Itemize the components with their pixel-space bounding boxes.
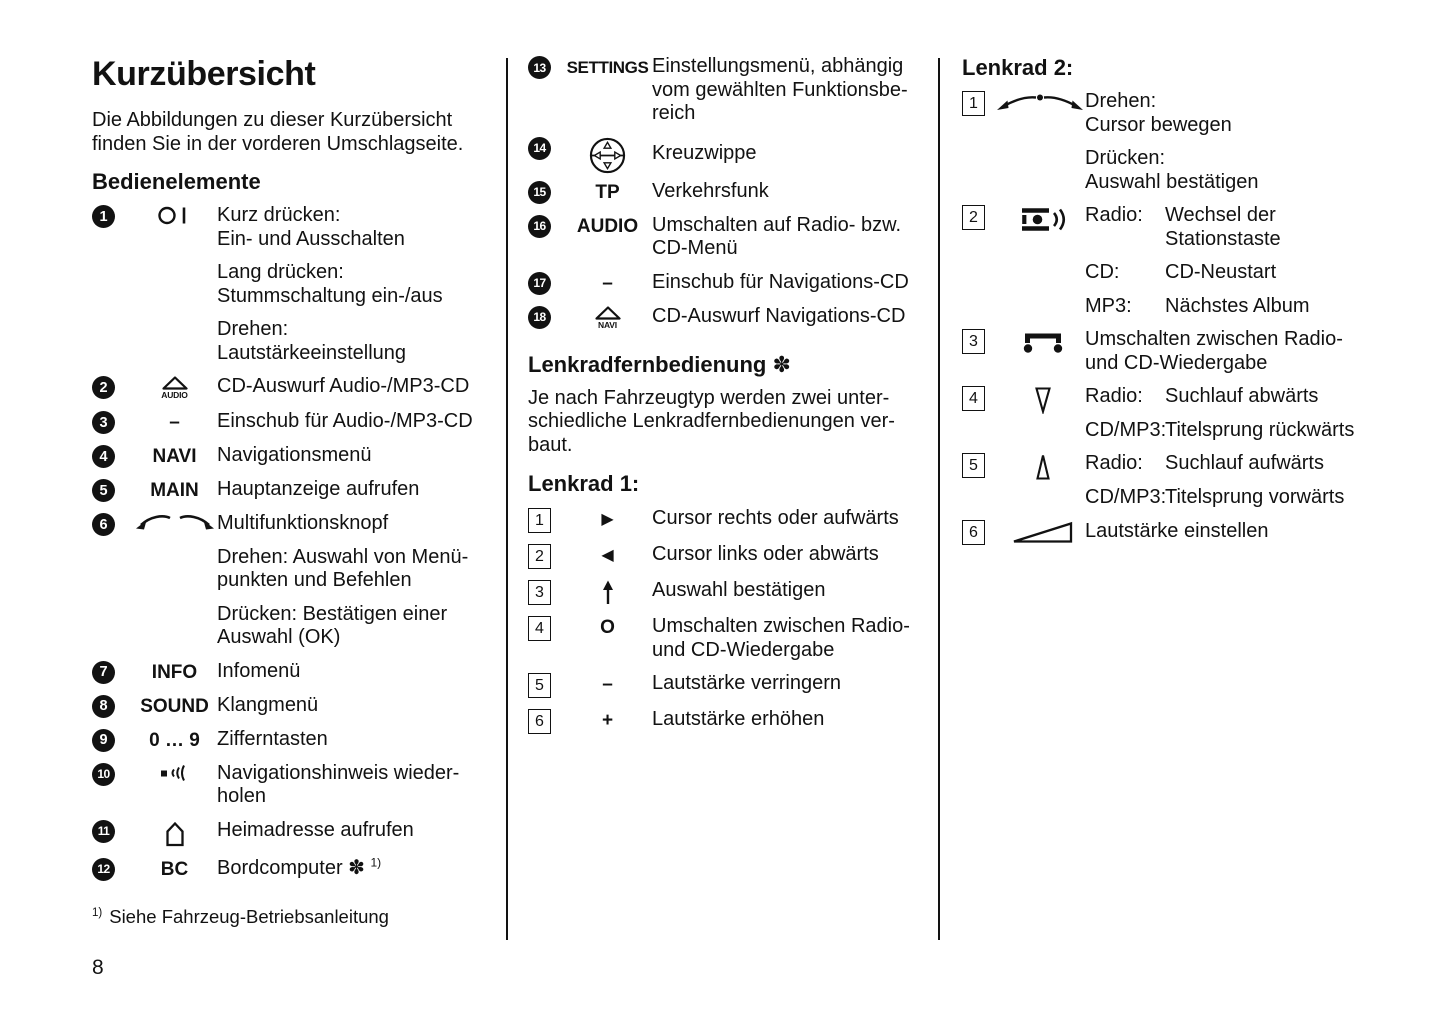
item-key bbox=[1000, 328, 1085, 353]
desc-line: Auswahl bestätigen bbox=[652, 579, 826, 601]
cursor-left-icon: ◀ bbox=[601, 547, 614, 564]
item-description bbox=[652, 180, 926, 204]
page-title: Kurzübersicht bbox=[92, 55, 316, 93]
item-description bbox=[652, 507, 926, 531]
slot-dash-label: – bbox=[602, 272, 613, 294]
item-number-badge: 17 bbox=[528, 272, 551, 295]
control-item-5 bbox=[92, 478, 496, 502]
item-number-badge: 9 bbox=[92, 729, 115, 752]
desc-line: Nächstes Album bbox=[1165, 294, 1310, 317]
item-key bbox=[132, 762, 217, 783]
item-key bbox=[1000, 519, 1085, 544]
item-number-box: 4 bbox=[962, 386, 985, 411]
control-item-3 bbox=[92, 410, 496, 434]
item-key bbox=[132, 728, 217, 752]
desc-line: Lang drücken: bbox=[217, 261, 344, 283]
mode-label: CD: bbox=[1085, 261, 1120, 283]
desc-line: Kreuzwippe bbox=[652, 141, 757, 164]
mode-pair bbox=[1085, 295, 1437, 319]
desc-line: Einschub für Audio-/MP3-CD bbox=[217, 410, 473, 432]
control-item-16 bbox=[528, 214, 926, 261]
item-number-box: 3 bbox=[962, 329, 985, 354]
desc-line: Einschub für Navigations-CD bbox=[652, 270, 909, 293]
mode-value bbox=[1165, 204, 1437, 251]
item-number-box: 4 bbox=[528, 616, 551, 641]
rotate-press-icon bbox=[994, 91, 1086, 115]
power-icon bbox=[157, 205, 193, 226]
wheel2-item-6 bbox=[962, 519, 1437, 545]
control-item-2 bbox=[92, 375, 496, 400]
item-description bbox=[652, 214, 926, 261]
item-description bbox=[1085, 204, 1437, 318]
remote-paragraph bbox=[528, 387, 926, 458]
item-description bbox=[652, 305, 926, 329]
item-description bbox=[652, 55, 926, 126]
item-description bbox=[217, 410, 496, 434]
desc-line: CD-Auswurf Audio-/MP3-CD bbox=[217, 375, 470, 397]
tp-key-label: TP bbox=[595, 181, 620, 203]
item-key bbox=[563, 579, 652, 605]
desc-line: Drehen: Auswahl von Menü- bbox=[217, 545, 469, 568]
mode-pair bbox=[1085, 452, 1437, 476]
item-key bbox=[563, 55, 652, 79]
wheel2-heading: Lenkrad 2: bbox=[962, 55, 1074, 80]
mode-pair bbox=[1085, 419, 1437, 443]
control-item-18 bbox=[528, 305, 926, 330]
desc-line: Lautstärke verringern bbox=[652, 672, 841, 694]
mode-label: CD/MP3: bbox=[1085, 418, 1167, 441]
item-key bbox=[132, 694, 217, 718]
item-number-badge: 15 bbox=[528, 181, 551, 204]
item-key bbox=[132, 512, 217, 533]
mode-label: CD/MP3: bbox=[1085, 485, 1167, 508]
item-description bbox=[1085, 385, 1437, 442]
column-divider bbox=[506, 58, 508, 940]
desc-line: Infomenü bbox=[217, 659, 301, 682]
wheel2-item-1 bbox=[962, 90, 1437, 194]
item-key bbox=[132, 204, 217, 226]
item-number-badge: 6 bbox=[92, 513, 115, 536]
item-key bbox=[563, 214, 652, 238]
control-item-11 bbox=[92, 819, 496, 847]
desc-line: punkten und Befehlen bbox=[217, 569, 412, 591]
page-number: 8 bbox=[92, 956, 104, 979]
desc-line: reich bbox=[652, 102, 696, 124]
item-description bbox=[217, 819, 496, 843]
item-description bbox=[652, 579, 926, 603]
desc-line: Navigationsmenü bbox=[217, 444, 372, 466]
footnote-marker: 1) bbox=[92, 906, 103, 919]
control-item-8 bbox=[92, 694, 496, 718]
item-number-box: 2 bbox=[528, 544, 551, 569]
desc-line: Lautstärkeeinstellung bbox=[217, 341, 407, 364]
remote-line: Je nach Fahrzeugtyp werden zwei unter- bbox=[528, 386, 890, 409]
desc-line: Klangmenü bbox=[217, 693, 319, 716]
control-item-1 bbox=[92, 204, 496, 365]
volume-wedge-icon bbox=[1012, 520, 1074, 544]
volume-minus-label: – bbox=[602, 674, 613, 695]
item-key bbox=[132, 410, 217, 434]
item-number-box: 6 bbox=[962, 520, 985, 545]
wheel1-heading: Lenkrad 1: bbox=[528, 471, 640, 496]
desc-line: Multifunktionsknopf bbox=[217, 512, 389, 534]
wheel1-item-5 bbox=[528, 672, 926, 698]
item-description bbox=[652, 672, 926, 696]
main-key-label: MAIN bbox=[150, 480, 199, 501]
item-description bbox=[217, 512, 496, 650]
item-key bbox=[563, 271, 652, 295]
desc-line: Cursor bewegen bbox=[1085, 113, 1232, 136]
control-item-14 bbox=[528, 136, 926, 174]
station-button-icon bbox=[1019, 205, 1067, 233]
item-number-box: 1 bbox=[962, 91, 985, 116]
mode-value bbox=[1165, 261, 1437, 285]
desc-line: Zifferntasten bbox=[217, 727, 328, 750]
item-description bbox=[217, 728, 496, 752]
wheel1-item-4 bbox=[528, 615, 926, 662]
eject-audio-icon bbox=[162, 376, 188, 390]
wheel1-item-6 bbox=[528, 708, 926, 734]
radio-cd-toggle-icon bbox=[1021, 329, 1065, 353]
desc-line: Wechsel der bbox=[1165, 204, 1276, 226]
item-number-box: 3 bbox=[528, 580, 551, 605]
desc-line: und CD-Wiedergabe bbox=[1085, 351, 1268, 374]
item-description bbox=[217, 444, 496, 468]
item-key bbox=[563, 708, 652, 732]
section-heading-lenkradfernbedienung: Lenkradfernbedienung ✽ bbox=[528, 351, 791, 377]
item-number-badge: 3 bbox=[92, 411, 115, 434]
item-number-badge: 14 bbox=[528, 137, 551, 160]
mode-pair bbox=[1085, 385, 1437, 409]
desc-line: Heimadresse aufrufen bbox=[217, 818, 414, 841]
item-key bbox=[132, 478, 217, 502]
cross-rocker-icon bbox=[589, 137, 626, 174]
desc-line: Umschalten zwischen Radio- bbox=[652, 615, 910, 637]
sound-key-label: SOUND bbox=[140, 695, 209, 717]
control-item-10 bbox=[92, 762, 496, 809]
desc-line: Titelsprung vorwärts bbox=[1165, 485, 1345, 508]
mode-value bbox=[1165, 385, 1437, 409]
desc-line: CD-Neustart bbox=[1165, 261, 1277, 283]
cursor-right-icon: ▶ bbox=[601, 511, 614, 528]
mode-pair bbox=[1085, 204, 1437, 251]
item-description bbox=[217, 478, 496, 502]
item-description bbox=[652, 543, 926, 567]
settings-key-label: SETTINGS bbox=[566, 58, 649, 77]
home-icon bbox=[163, 820, 187, 847]
item-number-badge: 16 bbox=[528, 215, 551, 238]
item-description bbox=[1085, 328, 1437, 375]
control-item-17 bbox=[528, 271, 926, 295]
section-heading-bedienelemente: Bedienelemente bbox=[92, 169, 261, 194]
item-number-box: 5 bbox=[528, 673, 551, 698]
desc-text: Bordcomputer ✽ bbox=[217, 856, 365, 879]
desc-line: vom gewählten Funktionsbe- bbox=[652, 78, 908, 101]
item-key bbox=[132, 660, 217, 684]
desc-line: Cursor links oder abwärts bbox=[652, 543, 879, 565]
right-column bbox=[962, 55, 1437, 555]
digit-keys-label: 0 … 9 bbox=[149, 729, 200, 751]
left-column bbox=[92, 55, 496, 891]
audio-key-label: AUDIO bbox=[576, 215, 639, 237]
item-key bbox=[1000, 204, 1085, 233]
item-number-badge: 1 bbox=[92, 205, 115, 228]
footnote bbox=[92, 906, 389, 928]
item-description bbox=[217, 854, 496, 881]
item-key bbox=[132, 375, 217, 400]
control-item-12 bbox=[92, 854, 496, 881]
item-description bbox=[1085, 519, 1437, 544]
desc-line: CD-Menü bbox=[652, 237, 738, 259]
item-description bbox=[217, 762, 496, 809]
announcement-repeat-icon bbox=[159, 763, 191, 783]
wheel1-item-1 bbox=[528, 507, 926, 533]
wheel2-item-5 bbox=[962, 452, 1437, 509]
mode-label: Radio: bbox=[1085, 385, 1143, 407]
item-key bbox=[563, 543, 652, 567]
wheel2-item-2 bbox=[962, 204, 1437, 318]
item-key bbox=[563, 305, 652, 330]
item-key bbox=[563, 507, 652, 531]
item-key bbox=[132, 819, 217, 847]
desc-line: Lautstärke einstellen bbox=[1085, 520, 1269, 542]
slot-dash-label: – bbox=[169, 412, 180, 433]
item-description bbox=[652, 271, 926, 295]
desc-line: Cursor rechts oder aufwärts bbox=[652, 507, 899, 529]
item-description bbox=[217, 660, 496, 684]
mode-value bbox=[1165, 486, 1437, 510]
navi-key-label: NAVI bbox=[152, 446, 197, 467]
item-description bbox=[652, 708, 926, 732]
mode-value bbox=[1165, 295, 1437, 319]
item-key bbox=[563, 136, 652, 174]
desc-line: Suchlauf aufwärts bbox=[1165, 452, 1324, 474]
desc-line: Umschalten zwischen Radio- bbox=[1085, 328, 1343, 350]
control-item-7 bbox=[92, 660, 496, 684]
item-key bbox=[132, 444, 217, 468]
column-divider bbox=[938, 58, 940, 940]
eject-audio-caption: AUDIO bbox=[161, 390, 188, 400]
item-key bbox=[1000, 90, 1085, 115]
wheel1-item-3 bbox=[528, 579, 926, 605]
item-key bbox=[132, 857, 217, 881]
mode-value bbox=[1165, 419, 1437, 443]
item-number-badge: 5 bbox=[92, 479, 115, 502]
wheel2-item-4 bbox=[962, 385, 1437, 442]
mode-label: Radio: bbox=[1085, 452, 1143, 474]
bc-key-label: BC bbox=[160, 858, 189, 880]
desc-line: Drücken: Bestätigen einer bbox=[217, 602, 448, 625]
desc-line: Auswahl (OK) bbox=[217, 626, 341, 648]
item-number-badge: 11 bbox=[92, 820, 115, 843]
desc-line: Stationstaste bbox=[1165, 227, 1281, 250]
arrow-up-icon bbox=[601, 580, 615, 605]
control-item-6 bbox=[92, 512, 496, 650]
eject-navi-caption: NAVI bbox=[598, 319, 617, 330]
intro-line: Die Abbildungen zu dieser Kurzübersicht bbox=[92, 109, 453, 131]
footnote-marker: 1) bbox=[370, 854, 382, 869]
remote-line: schiedliche Lenkradfernbedienungen ver- bbox=[528, 410, 895, 432]
volume-plus-label: + bbox=[601, 710, 614, 731]
control-item-13 bbox=[528, 55, 926, 126]
item-key bbox=[563, 672, 652, 696]
item-key bbox=[1000, 385, 1085, 414]
mode-label: Radio: bbox=[1085, 204, 1143, 226]
item-number-badge: 12 bbox=[92, 858, 115, 881]
desc-line: Drehen: bbox=[1085, 90, 1157, 112]
control-item-15 bbox=[528, 180, 926, 204]
desc-line: holen bbox=[217, 785, 266, 807]
item-description bbox=[652, 136, 926, 166]
rotate-knob-icon bbox=[134, 513, 216, 533]
item-number-badge: 7 bbox=[92, 661, 115, 684]
item-number-box: 5 bbox=[962, 453, 985, 478]
item-number-badge: 4 bbox=[92, 445, 115, 468]
item-key bbox=[563, 615, 652, 639]
control-item-4 bbox=[92, 444, 496, 468]
item-description bbox=[1085, 90, 1437, 194]
intro-line: finden Sie in der vorderen Umschlagseite. bbox=[92, 132, 464, 155]
middle-column bbox=[528, 55, 926, 744]
item-number-box: 2 bbox=[962, 205, 985, 230]
triangle-up-icon bbox=[1034, 453, 1052, 481]
item-number-box: 1 bbox=[528, 508, 551, 533]
mode-label: MP3: bbox=[1085, 294, 1132, 317]
desc-line: Lautstärke erhöhen bbox=[652, 708, 825, 730]
desc-line: Hauptanzeige aufrufen bbox=[217, 478, 420, 500]
source-toggle-key-label: O bbox=[600, 617, 615, 638]
desc-line: Drücken: bbox=[1085, 147, 1166, 169]
desc-line: Stummschaltung ein-/aus bbox=[217, 284, 443, 307]
wheel2-item-3 bbox=[962, 328, 1437, 375]
wheel1-item-2 bbox=[528, 543, 926, 569]
info-key-label: INFO bbox=[151, 661, 198, 683]
desc-line: Einstellungsmenü, abhängig bbox=[652, 55, 904, 77]
intro-paragraph bbox=[92, 109, 496, 156]
item-number-box: 6 bbox=[528, 709, 551, 734]
desc-line: Umschalten auf Radio- bzw. bbox=[652, 213, 902, 236]
item-description bbox=[217, 204, 496, 365]
item-description bbox=[652, 615, 926, 662]
desc-line: CD-Auswurf Navigations-CD bbox=[652, 304, 906, 327]
item-description bbox=[217, 694, 496, 718]
desc-line: Kurz drücken: bbox=[217, 204, 341, 226]
mode-pair bbox=[1085, 261, 1437, 285]
triangle-down-icon bbox=[1034, 386, 1052, 414]
item-key bbox=[1000, 452, 1085, 481]
control-item-9 bbox=[92, 728, 496, 752]
desc-line: Verkehrsfunk bbox=[652, 179, 769, 202]
desc-line: Ein- und Ausschalten bbox=[217, 227, 405, 250]
item-number-badge: 13 bbox=[528, 56, 551, 79]
mode-pair bbox=[1085, 486, 1437, 510]
desc-line: Navigationshinweis wieder- bbox=[217, 761, 460, 784]
desc-line: Drehen: bbox=[217, 318, 289, 340]
item-number-badge: 2 bbox=[92, 376, 115, 399]
mode-value bbox=[1165, 452, 1437, 476]
item-number-badge: 8 bbox=[92, 695, 115, 718]
desc-line: und CD-Wiedergabe bbox=[652, 638, 835, 661]
desc-line bbox=[217, 854, 496, 881]
remote-line: baut. bbox=[528, 433, 573, 456]
item-description bbox=[217, 375, 496, 399]
footnote-text: Siehe Fahrzeug-Betriebsanleitung bbox=[109, 906, 389, 927]
item-description bbox=[1085, 452, 1437, 509]
desc-line: Suchlauf abwärts bbox=[1165, 385, 1319, 407]
item-number-badge: 18 bbox=[528, 306, 551, 329]
item-key bbox=[563, 180, 652, 204]
item-number-badge: 10 bbox=[92, 763, 115, 786]
eject-navi-icon bbox=[595, 306, 621, 320]
desc-line: Auswahl bestätigen bbox=[1085, 170, 1259, 193]
desc-line: Titelsprung rückwärts bbox=[1165, 418, 1355, 441]
